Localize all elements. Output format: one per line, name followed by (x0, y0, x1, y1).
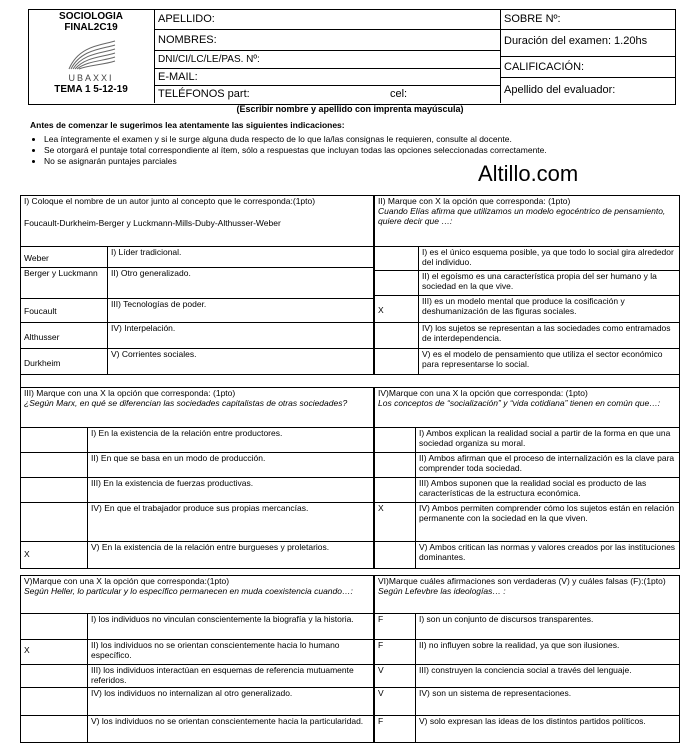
field-cel[interactable]: cel: (390, 88, 408, 100)
q4-mark-cell[interactable] (374, 477, 416, 503)
q2-prompt: Cuando Elías afirma que utilizamos un modelo egocéntrico de pensamiento, quiere decir que …: (378, 205, 666, 226)
q6-mark-cell[interactable]: F (374, 639, 416, 665)
q1-concept-cell: IV) Interpelación. (107, 322, 374, 349)
q3-header (20, 387, 374, 428)
q3-mark-cell[interactable] (20, 477, 88, 503)
q4-mark-cell[interactable] (374, 452, 416, 478)
q4-header (374, 387, 680, 428)
q2-mark-cell[interactable]: X (374, 295, 419, 323)
instructions (30, 120, 670, 167)
q3-prompt: ¿Según Marx, en qué se diferencian las sociedades capitalistas de otras sociedades? (24, 397, 348, 408)
q2-option-cell: V) es el modelo de pensamiento que utiliza el sector económico para representarse lo social. (418, 348, 680, 375)
q5-mark-cell[interactable]: X (20, 639, 88, 665)
logo (59, 35, 123, 75)
field-dni[interactable]: DNI/CI/LC/LE/PAS. Nº: (155, 51, 501, 69)
q6-mark-cell[interactable]: V (374, 664, 416, 688)
q3-option-cell: II) En que se basa en un modo de producción. (87, 452, 374, 478)
calificacion-field[interactable]: CALIFICACIÓN: (501, 57, 675, 78)
q5-option-cell: II) los individuos no se orientan conscientemente hacia lo humano específico. (87, 639, 374, 665)
q3-title: III) Marque con una X la opción que corresponda: (1pto) (24, 388, 236, 398)
q2-option-cell: I) es el único esquema posible, ya que todo lo social gira alrededor del individuo. (418, 246, 680, 271)
logo-text: UBAXXI (68, 73, 114, 83)
q1-concept-cell: II) Otro generalizado. (107, 267, 374, 299)
q5-mark-cell[interactable] (20, 664, 88, 688)
q6-option-cell: V) solo expresan las ideas de los distintos partidos políticos. (415, 715, 680, 743)
q2-mark-cell[interactable] (374, 246, 419, 271)
q4-option-cell: II) Ambos afirman que el proceso de internalización es la clave para comprender toda sociedad. (415, 452, 680, 478)
q4-title: IV)Marque con una X la opción que corresponda: (1pto) (378, 388, 588, 398)
q2-mark-cell[interactable] (374, 270, 419, 296)
q6-option-cell: I) son un conjunto de discursos transparentes. (415, 613, 680, 640)
q4-option-cell: V) Ambos critican las normas y valores creados por las instituciones dominantes. (415, 541, 680, 569)
q4-option-cell: III) Ambos suponen que la realidad social es producto de las características de la estructura económica. (415, 477, 680, 503)
field-apellido[interactable]: APELLIDO: (155, 9, 501, 30)
q4-option-cell: I) Ambos explican la realidad social a partir de la forma en que una sociedad organiza su moral. (415, 427, 680, 453)
field-email[interactable]: E-MAIL: (155, 69, 501, 86)
q1-author-cell[interactable]: Berger y Luckmann (20, 267, 108, 299)
duracion-label: Duración del examen: 1.20hs (501, 30, 675, 57)
q4-mark-cell[interactable] (374, 427, 416, 453)
q5-header (20, 575, 374, 614)
q2-option-cell: IV) los sujetos se representan a las sociedades como entramados de interdependencia. (418, 322, 680, 349)
q1-authors: Foucault-Durkheim-Berger y Luckmann-Mills-Duby-Althusser-Weber (24, 217, 281, 228)
q6-prompt: Según Lefevbre las ideologías… : (378, 585, 506, 596)
q2-option-cell: III) es un modelo mental que produce la cosificación y deshumanización de las figuras sociales. (418, 295, 680, 323)
header-right (500, 9, 675, 103)
q5-mark-cell[interactable] (20, 687, 88, 716)
q3-mark-cell[interactable] (20, 502, 88, 542)
q6-title: VI)Marque cuáles afirmaciones son verdaderas (V) y cuáles falsas (F):(1pto) (378, 576, 666, 586)
instruction-item: • No se asignarán puntajes parciales (44, 156, 670, 166)
row-spacer (20, 374, 680, 388)
q1-author-cell[interactable]: Durkheim (20, 348, 108, 375)
q3-option-cell: III) En la existencia de fuerzas productivas. (87, 477, 374, 503)
q3-mark-cell[interactable]: X (20, 541, 88, 569)
instruction-item: • Se otorgará el puntaje total correspondiente al ítem, sólo a respuestas que incluyan todas las opciones seleccionadas correctamente. (44, 145, 670, 155)
q6-option-cell: IV) son un sistema de representaciones. (415, 687, 680, 716)
q2-option-cell: II) el egoísmo es una característica propia del ser humano y la sociedad en la que vive. (418, 270, 680, 296)
q5-option-cell: III) los individuos interactúan en esquemas de referencia mutuamente referidos. (87, 664, 374, 688)
q6-option-cell: II) no influyen sobre la realidad, ya que son ilusiones. (415, 639, 680, 665)
q6-mark-cell[interactable]: F (374, 715, 416, 743)
header-left-title: SOCIOLOGIA FINAL2C19 (59, 11, 123, 33)
q6-option-cell: III) construyen la conciencia social a través del lenguaje. (415, 664, 680, 688)
q1-concept-cell: V) Corrientes sociales. (107, 348, 374, 375)
q3-option-cell: IV) En que el trabajador produce sus propias mercancías. (87, 502, 374, 542)
instruction-item: • Lea íntegramente el examen y si le surge alguna duda respecto de lo que la/las consignas le requieren, consulte al docente. (44, 134, 670, 144)
q4-prompt: Los conceptos de “socialización” y “vida cotidiana” tienen en común que…: (378, 397, 661, 408)
q1-author-cell[interactable]: Foucault (20, 298, 108, 323)
q6-header (374, 575, 680, 614)
q5-title: V)Marque con una X la opción que corresponda:(1pto) (24, 576, 230, 586)
q5-option-cell: I) los individuos no vinculan conscientemente la biografía y la historia. (87, 613, 374, 640)
header-left-sub: TEMA 1 5-12-19 (54, 84, 128, 95)
q5-mark-cell[interactable] (20, 613, 88, 640)
sobre-field[interactable]: SOBRE Nº: (501, 9, 675, 30)
q4-option-cell: IV) Ambos permiten comprender cómo los sujetos están en relación permanente con la sociedad en la que viven. (415, 502, 680, 542)
q5-option-cell: V) los individuos no se orientan conscientemente hacia la particularidad. (87, 715, 374, 743)
q2-title: II) Marque con X la opción que corresponda: (1pto) (378, 196, 571, 206)
q2-mark-cell[interactable] (374, 322, 419, 349)
q5-option-cell: IV) los individuos no internalizan al otro generalizado. (87, 687, 374, 716)
q2-mark-cell[interactable] (374, 348, 419, 375)
q2-header (374, 195, 680, 247)
q1-author-cell[interactable]: Althusser (20, 322, 108, 349)
q4-mark-cell[interactable] (374, 541, 416, 569)
evaluador-field[interactable]: Apellido del evaluador: (504, 84, 616, 96)
q3-option-cell: I) En la existencia de la relación entre productores. (87, 427, 374, 453)
header-fields (155, 9, 500, 103)
q3-option-cell: V) En la existencia de la relación entre burgueses y proletarios. (87, 541, 374, 569)
q5-mark-cell[interactable] (20, 715, 88, 743)
q1-author-cell[interactable]: Weber (20, 246, 108, 268)
q1-title: I) Coloque el nombre de un autor junto al concepto que le corresponda:(1pto) (24, 196, 316, 206)
field-nombres[interactable]: NOMBRES: (155, 30, 501, 51)
q6-mark-cell[interactable]: V (374, 687, 416, 716)
header-left (28, 9, 155, 103)
field-telefonos[interactable]: TELÉFONOS part: (158, 88, 250, 100)
q1-concept-cell: I) Líder tradicional. (107, 246, 374, 268)
q3-mark-cell[interactable] (20, 452, 88, 478)
q1-concept-cell: III) Tecnologías de poder. (107, 298, 374, 323)
header-note: (Escribir nombre y apellido con imprenta mayúscula) (236, 104, 464, 114)
logo-icon (59, 35, 123, 75)
q3-mark-cell[interactable] (20, 427, 88, 453)
instructions-title: Antes de comenzar le sugerimos lea atentamente las siguientes indicaciones: (30, 120, 345, 130)
q6-mark-cell[interactable]: F (374, 613, 416, 640)
q5-prompt: Según Heller, lo particular y lo específico permanecen en muda coexistencia cuando…: (24, 585, 353, 596)
q1-header (20, 195, 374, 247)
watermark: Altillo.com (478, 161, 579, 186)
q4-mark-cell[interactable]: X (374, 502, 416, 542)
